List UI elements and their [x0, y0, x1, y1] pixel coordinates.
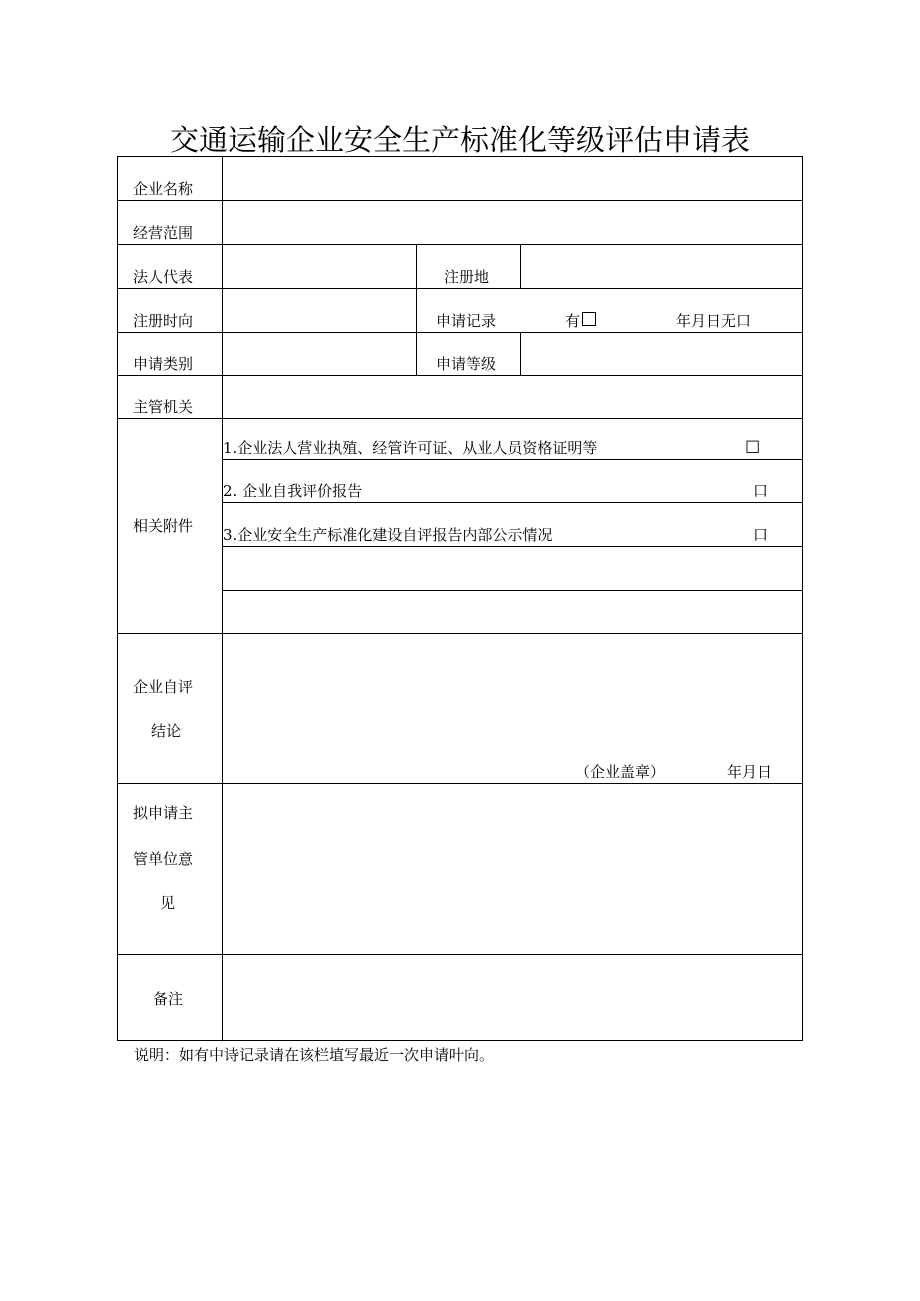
footnote: 说明：如有中诗记录请在该栏埴写最近一次申请叶向。 [134, 1046, 495, 1064]
apply-record-has-checkbox[interactable] [582, 312, 596, 326]
apply-level-label: 申请等级 [436, 355, 497, 373]
form-title: 交通运输企业安全生产标准化等级评估申请表 [169, 123, 750, 157]
reg-place-label: 注册地 [444, 268, 490, 286]
attachments-label: 相关附件 [133, 517, 194, 535]
self-eval-date: 年月日 [727, 763, 773, 781]
apply-record-label: 申请记录 [436, 312, 497, 330]
business-scope-label: 经营范围 [133, 224, 194, 242]
apply-type-label: 申请类别 [133, 355, 194, 373]
attachment-1-checkbox[interactable]: ☐ [745, 438, 761, 458]
company-name-label: 企业名称 [133, 180, 194, 198]
opinion-label-line3: 见 [160, 894, 176, 912]
attachment-item-2: 2. 企业自我评价报告 [223, 482, 363, 500]
apply-record-has-label: 有 [565, 312, 581, 330]
remarks-label: 备注 [153, 990, 184, 1008]
opinion-label-line1: 拟申请主 [133, 804, 194, 822]
attachment-item-3: 3.企业安全生产标准化建设自评报告内部公示情况 [223, 526, 553, 544]
attachment-item-1: 1.企业法人营业执殖、经管许可证、从业人员资格证明等 [223, 439, 598, 457]
self-eval-label-line1: 企业自评 [133, 678, 194, 696]
attachment-3-checkbox[interactable]: 口 [753, 526, 769, 544]
authority-label: 主管机关 [133, 398, 194, 416]
legal-rep-label: 法人代表 [133, 268, 194, 286]
attachment-2-checkbox[interactable]: 口 [753, 482, 769, 500]
self-eval-seal: （企业盖章） [575, 763, 666, 781]
apply-record-date-none-label: 年月日无口 [676, 312, 752, 330]
reg-time-label: 注册时向 [133, 312, 194, 330]
opinion-label-line2: 管单位意 [133, 850, 194, 868]
self-eval-label-line2: 结论 [151, 722, 182, 740]
